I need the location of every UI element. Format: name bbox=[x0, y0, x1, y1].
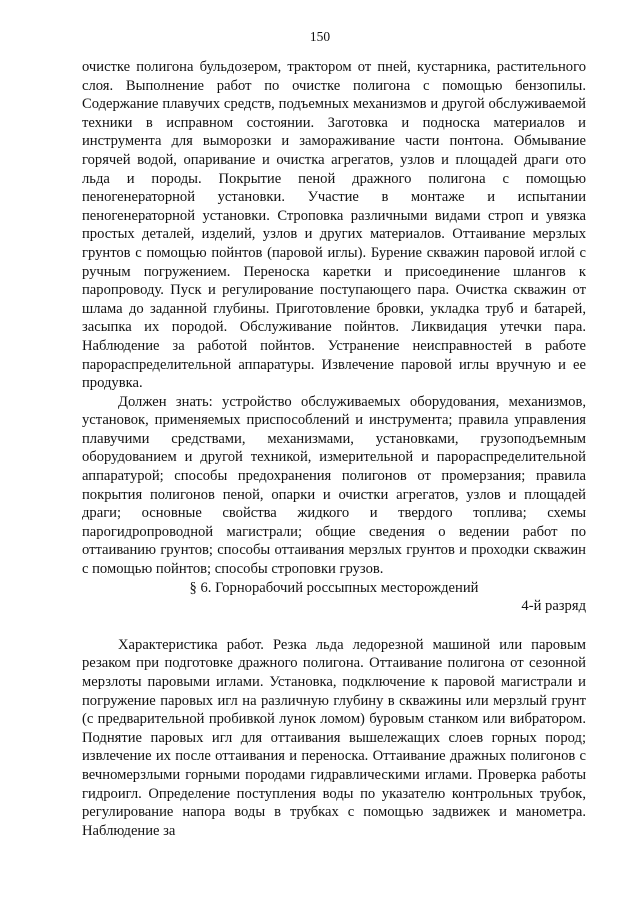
paragraph-must-know: Должен знать: устройство обслуживаемых оборудования, механизмов, установок, применяемых приспособлений и инструмента; правила управления плавучими средствами, механизмами, установками, грузоподъемным оборудованием и другой техникой, измерительной и парораспределительной аппаратурой; способы предохранения полигонов от промерзания; правила покрытия полигонов пеной, опарки и очистки агрегатов, узлов и площадей драги; основные свойства жидкого и твердого топлива; схемы парогидропроводной магистрали; общие сведения о ведении работ по оттаиванию грунтов; способы оттаивания мерзлых грунтов и проходки скважин с помощью пойнтов; способы строповки грузов. bbox=[82, 393, 586, 578]
paragraph-work-description-continued: очистке полигона бульдозером, трактором от пней, кустарника, растительного слоя. Выполнение работ по очистке полигона с помощью бензопилы. Содержание плавучих средств, подъемных механизмов и другой обслуживаемой техники в исправном состоянии. Заготовка и подноска материалов и инструмента для выморозки и замораживание части понтона. Обмывание горячей водой, опаривание и очистка агрегатов, узлов и площадей драги ото льда и породы. Покрытие пеной дражного полигона с помощью пеногенераторной установки. Участие в монтаже и испытании пеногенераторной установки. Строповка различными видами строп и увязка простых деталей, изделий, узлов и других материалов. Оттаивание мерзлых грунтов с помощью пойнтов (паровой иглы). Бурение скважин паровой иглой с ручным погружением. Переноска каретки и присоединение шлангов к паропроводу. Пуск и регулирование поступающего пара. Очистка скважин от шлама до заданной глубины. Приготовление бровки, укладка труб и батарей, засыпка их породой. Обслуживание пойнтов. Ликвидация утечки пара. Наблюдение за работой пойнтов. Устранение неисправностей в работе парораспределительной аппаратуры. Извлечение паровой иглы вручную и ее продувка. bbox=[82, 59, 586, 392]
paragraph-work-characteristics: Характеристика работ. Резка льда ледорезной машиной или паровым резаком при подготовке дражного полигона. Оттаивание полигона от сезонной мерзлоты паровыми иглами. Установка, подключение к паровой магистрали и погружение паровых игл на различную глубину в скважины или мерзлый грунт (с предварительной пробивкой лунок ломом) буровым станком или вибратором. Поднятие паровых игл для оттаивания вышележащих слоев горных пород; извлечение их после оттаивания и переноска. Оттаивание дражных полигонов с вечномерзлыми горными породами гидравлическими иглами. Проверка работы гидроигл. Определение поступления воды по указателю контрольных трубок, регулирование напора воды в трубках с помощью задвижек и манометра. Наблюдение за bbox=[82, 636, 586, 839]
document-body bbox=[82, 58, 586, 840]
section-heading: § 6. Горнорабочий россыпных месторождений bbox=[189, 579, 479, 596]
grade-label: 4-й разряд bbox=[521, 598, 586, 615]
page-number: 150 bbox=[309, 29, 331, 44]
